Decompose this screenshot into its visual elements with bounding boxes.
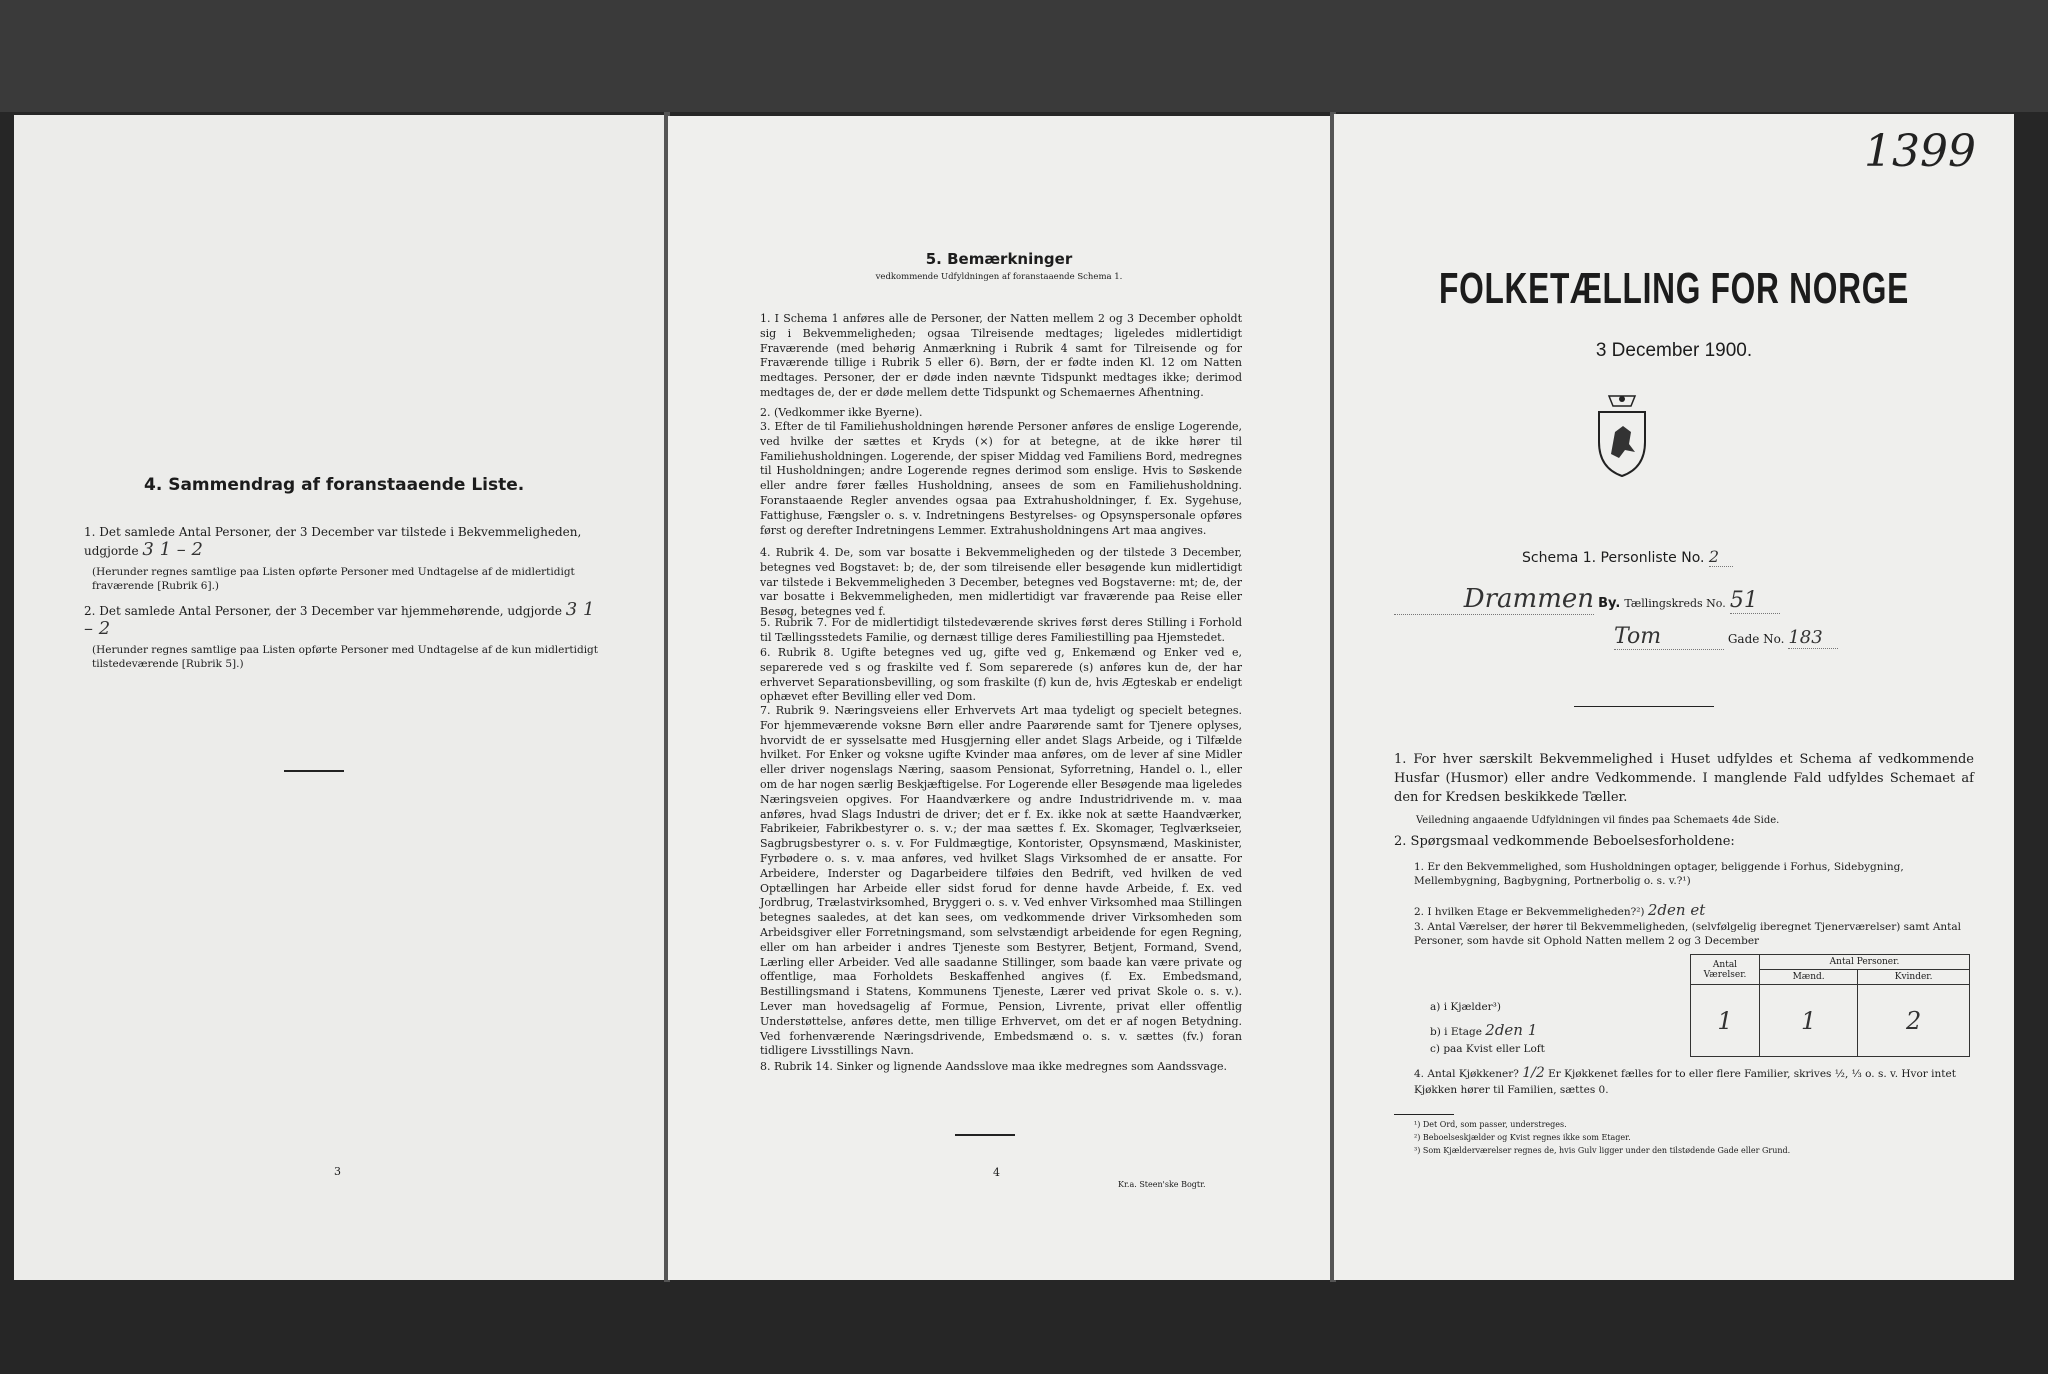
summary-heading: 4. Sammendrag af foranstaaende Liste. <box>144 475 525 495</box>
summary-item-2 <box>84 601 604 639</box>
remarks-heading: 5. Bemærkninger <box>925 250 1073 268</box>
scan-top-band <box>0 0 2048 112</box>
question-4 <box>1414 1064 1974 1097</box>
remark-3: 3. Efter de til Familiehusholdningen hørende Personer anføres de enslige Logerende, ved hvilke der sættes et Kryds (×) for at betegne, at de ikke hører til Familiehusholdningen. Logerende, der spiser Middag ved Familiens Bord, medregnes til Husholdningen; andre Logerende regnes derimod som enslige. Hvis to Søskende eller andre fører fælles Husholdning, ansees de som en Familiehusholdning. Foranstaaende Regler anvendes ogsaa paa Extrahusholdninger, f. Ex. Sygehuse, Fattighuse, Fængsler o. s. v. Indretningens Bestyrelses- og Opsynspersonale opføres først og derefter Indretningens Lemmer. Extrahusholdningens Art maa angives. <box>760 420 1242 537</box>
remark-7: 7. Rubrik 9. Næringsveiens eller Erhvervets Art maa tydeligt og specielt betegnes. For hjemmeværende voksne Børn eller andre Paarørende samt for Tjenere oplyses, hvorvidt de er sysselsatte med Husgjerning eller andet Slags Arbeide, og i Tilfælde hvilket. For Enker og voksne ugifte Kvinder maa anføres, om de lever af sine Midler eller driver nogenslags Næring, saasom Pensionat, Syforretning, Handel o. l., eller om de har nogen særlig Beskjæftigelse. For Logerende eller Besøgende maa ligeledes Næringsveien opgives. For Haandværkere og andre Industridrivende m. v. maa anføres, hvad Slags Industri de driver; det er f. Ex. ikke nok at sætte Haandværker, Fabrikeier, Fabrikbestyrer o. s. v.; der maa sættes f. Ex. Skomager, Teglværkseier, Sagbrugsbestyrer o. s. v. For Fuldmægtige, Kontorister, Opsynsmænd, Maskinister, Fyrbødere o. s. v. maa anføres, ved hvilket Slags Virksomhed de er ansatte. For Arbeidere, Inderster og Dagarbeidere tilføies den Bedrift, ved hvilken de ved Optællingen har Arbeide eller sidst forud for denne havde Arbeide, f. Ex. ved Jordbrug, Trælastvirksomhed, Bryggeri o. s. v. Ved enhver Virksomhed maa Stillingen betegnes saaledes, at det kan sees, om vedkommende driver Virksomheden som Arbeidsgiver eller Forretningsmand, som selvstændigt arbeidende for egen Regning, eller om han arbeider i andres Tjeneste som Bestyrer, Betjent, Formand, Svend, Lærling eller Arbeider. Ved alle saadanne Stillinger, som baade kan være private og offentlige, maa Forholdets Beskaffenhed angives (f. Ex. Embedsmand, Bestillingsmand i Statens, Kommunens Tjeneste, Lærer ved privat Skole o. s. v.). Lever man hovedsagelig af Formue, Pension, Livrente, privat eller offentlig Understøttelse, anføres dette, men tillige Erhvervet, om det er af nogen Betydning. Ved forhenværende Næringsdrivende, Embedsmænd o. s. v. sættes (fv.) foran tidligere Livsstillings Navn. <box>760 704 1242 1058</box>
value-men: 1 <box>1760 985 1858 1057</box>
rooms-table <box>1690 954 1970 1057</box>
summary-item-1-value: 3 1 – 2 <box>142 539 203 560</box>
remark-2: 2. (Vedkommer ikke Byerne). <box>760 406 923 419</box>
question-4-value: 1/2 <box>1522 1065 1545 1081</box>
norway-coat-of-arms-icon <box>1595 392 1649 478</box>
header-women: Kvinder. <box>1858 970 1970 985</box>
archive-number: 1399 <box>1864 126 1976 177</box>
summary-item-2-value: 3 1 – 2 <box>84 599 595 639</box>
schema-line <box>1522 547 1733 567</box>
divider <box>955 1134 1015 1136</box>
schema-label: Schema 1. Personliste No. <box>1522 550 1705 566</box>
row-c: c) paa Kvist eller Loft <box>1430 1043 1545 1055</box>
remark-4: 4. Rubrik 4. De, som var bosatte i Bekvemmeligheden og der tilstede 3 December, betegnes ved Bogstavet: b; de, der som tilreisende eller besøgende kun midlertidigt var tilstede i Bekvemmeligheden 3 December, betegnes ved Bogstaverne: mt; de, der var bosatte i Bekvemmeligheden, men midlertidigt var fraværende paa Reise eller Besøg, betegnes ved f. <box>760 546 1242 619</box>
question-1: 1. Er den Bekvemmelighed, som Husholdningen optager, beliggende i Forhus, Sidebygning, Mellembygning, Bagbygning, Portnerbolig o. s. v.?¹) <box>1414 861 1904 888</box>
row-b <box>1430 1020 1537 1040</box>
question-2-text: 2. I hvilken Etage er Bekvemmeligheden?²) <box>1414 906 1645 918</box>
footnote-2: ²) Beboelseskjælder og Kvist regnes ikke som Etager. <box>1414 1133 1631 1142</box>
instruction-1-note: Veiledning angaaende Udfyldningen vil findes paa Schemaets 4de Side. <box>1416 815 1780 826</box>
city-label: By. <box>1598 596 1621 611</box>
schema-number: 2 <box>1709 547 1733 567</box>
value-women: 2 <box>1858 985 1970 1057</box>
street-line <box>1614 624 1974 650</box>
remark-6: 6. Rubrik 8. Ugifte betegnes ved ug, gifte ved g, Enkemænd og Enker ved e, separerede ved s og fraskilte ved f. Som separerede (s) anføres kun de, der har erhvervet Separationsbevilling, og som fraskilte (f) kun de, hvis Ægteskab er endeligt ophævet efter Bevilling eller ved Dom. <box>760 646 1242 704</box>
street-label: Gade No. <box>1727 632 1785 646</box>
page-left <box>14 115 664 1280</box>
district-label: Tællingskreds No. <box>1624 597 1726 610</box>
page-number-middle: 4 <box>993 1166 1000 1179</box>
district-value: 51 <box>1730 588 1780 614</box>
census-date: 3 December 1900. <box>1595 340 1753 361</box>
value-rooms: 1 <box>1691 985 1760 1057</box>
row-b-hand: 2den 1 <box>1485 1021 1538 1039</box>
header-rooms: Antal Værelser. <box>1691 955 1760 985</box>
page-number-left: 3 <box>334 1165 341 1178</box>
row-b-label: b) i Etage <box>1430 1026 1482 1038</box>
page-middle <box>668 116 1330 1280</box>
city-value: Drammen <box>1394 584 1594 615</box>
footnote-1: ¹) Det Ord, som passer, understreges. <box>1414 1120 1567 1129</box>
row-a: a) i Kjælder³) <box>1430 1001 1501 1013</box>
street-value: Tom <box>1614 624 1724 650</box>
remark-1: 1. I Schema 1 anføres alle de Personer, der Natten mellem 2 og 3 December opholdt sig i Bekvemmeligheden; ogsaa Tilreisende medtages; ligeledes midlertidigt Fraværende (med behørig Anmærkning i Rubrik 4 samt for Tilreisende og for Fraværende tillige i Rubrik 5 eller 6). Børn, der er fødte inden Kl. 12 om Natten medtages. Personer, der er døde inden nævnte Tidspunkt medtages ikke; derimod medtages de, der er døde mellem dette Tidspunkt og Schemaernes Afhentning. <box>760 312 1242 399</box>
remark-8: 8. Rubrik 14. Sinker og lignende Aandsslove maa ikke medregnes som Aandssvage. <box>760 1060 1228 1073</box>
page-right <box>1334 114 2014 1280</box>
footnote-rule <box>1394 1114 1454 1115</box>
remark-5: 5. Rubrik 7. For de midlertidigt tilstedeværende skrives først deres Stilling i Forhold til Tællingsstedets Familie, og dernæst tillige deres Familiestilling paa Hjemstedet. <box>760 616 1242 644</box>
census-title: FOLKETÆLLING FOR NORGE <box>1439 264 1909 313</box>
question-3: 3. Antal Værelser, der hører til Bekvemmeligheden, (selvfølgelig iberegnet Tjenerværelser) samt Antal Personer, som havde sit Ophold Natten mellem 2 og 3 December <box>1414 921 1961 948</box>
question-4-text: 4. Antal Kjøkkener? <box>1414 1068 1519 1080</box>
summary-item-1 <box>84 523 604 560</box>
summary-item-1-text: 1. Det samlede Antal Personer, der 3 December var tilstede i Bekvemmeligheden, udgjorde <box>84 525 582 558</box>
instruction-1: 1. For hver særskilt Bekvemmelighed i Huset udfyldes et Schema af vedkommende Husfar (Husmor) eller andre Vedkommende. I manglende Fald udfyldes Schemaet af den for Kredsen beskikkede Tæller. <box>1394 752 1974 805</box>
summary-item-1-note: (Herunder regnes samtlige paa Listen opførte Personer med Undtagelse af de midlertidigt fraværende [Rubrik 6].) <box>92 566 575 593</box>
footnote-3: ³) Som Kjælderværelser regnes de, hvis Gulv ligger under den tilstødende Gade eller Grund. <box>1414 1146 1791 1155</box>
question-2 <box>1414 900 1974 920</box>
city-line <box>1394 584 1954 615</box>
divider <box>284 770 344 772</box>
instruction-2: 2. Spørgsmaal vedkommende Beboelsesforholdene: <box>1394 834 1735 849</box>
header-men: Mænd. <box>1760 970 1858 985</box>
divider <box>1574 706 1714 707</box>
remarks-subheading: vedkommende Udfyldningen af foranstaaende Schema 1. <box>875 272 1123 282</box>
summary-item-2-note: (Herunder regnes samtlige paa Listen opførte Personer med Undtagelse af de kun midlertidigt tilstedeværende [Rubrik 5].) <box>92 644 598 671</box>
summary-item-2-text: 2. Det samlede Antal Personer, der 3 December var hjemmehørende, udgjorde <box>84 604 562 618</box>
printer-mark: Kr.a. Steen'ske Bogtr. <box>1118 1180 1206 1189</box>
question-4-rest: Er Kjøkkenet fælles for to eller flere Familier, skrives ½, ⅓ o. s. v. Hvor intet Kjøkken hører til Familien, sættes 0. <box>1414 1068 1956 1096</box>
street-number: 183 <box>1788 627 1838 649</box>
header-persons: Antal Personer. <box>1760 955 1970 970</box>
question-2-value: 2den et <box>1647 901 1706 919</box>
